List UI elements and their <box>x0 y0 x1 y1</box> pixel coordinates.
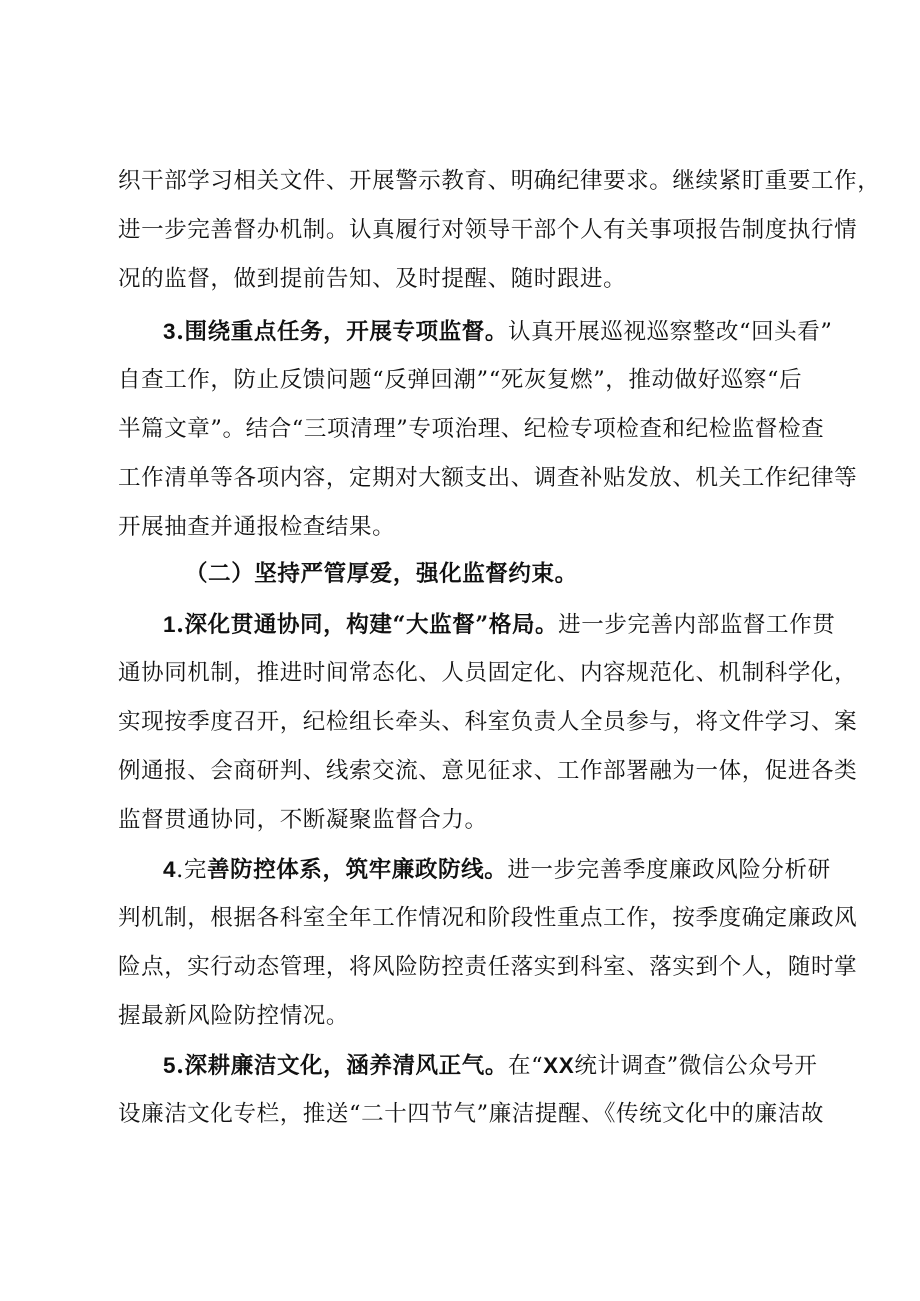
text-line: 握最新风险防控情况。 <box>118 1003 350 1029</box>
text-line: 织干部学习相关文件、开展警示教育、明确纪律要求。继续紧盯重要工作， <box>118 168 881 194</box>
text-line: 监督贯通协同，不断凝聚监督合力。 <box>118 807 488 833</box>
paragraph-item-5 <box>118 1041 824 1139</box>
item-dot: . <box>176 857 184 883</box>
text-line: 况的监督，做到提前告知、及时提醒、随时跟进。 <box>118 266 627 292</box>
item-text: 统计调查”微信公众号开 <box>574 1053 818 1079</box>
item-heading: .围绕重点任务，开展专项监督。 <box>176 319 508 345</box>
item-first-line <box>118 600 836 649</box>
paragraph-item-3 <box>118 307 858 552</box>
item-text-pre: 在“ <box>507 1053 544 1079</box>
item-heading: 善防控体系，筑牢廉政防线。 <box>207 857 508 883</box>
item-number: 4 <box>163 857 177 882</box>
item-text: 进一步完善季度廉政风险分析研 <box>507 857 831 883</box>
text-line: 半篇文章”。结合“三项清理”专项治理、纪检专项检查和纪检监督检查 <box>118 416 825 442</box>
text-line: 例通报、会商研判、线索交流、意见征求、工作部署融为一体，促进各类 <box>118 758 858 784</box>
paragraph-item-4 <box>118 845 858 1041</box>
text-line: 自查工作，防止反馈问题“反弹回潮”“死灰复燃”，推动做好巡察“后 <box>118 367 803 393</box>
text-line: 进一步完善督办机制。认真履行对领导干部个人有关事项报告制度执行情 <box>118 217 858 243</box>
section-heading: （二）坚持严管厚爱，强化监督约束。 <box>185 561 578 587</box>
item-text-bold: XX <box>543 1053 575 1078</box>
text-line: 开展抽查并通报检查结果。 <box>118 514 396 540</box>
item-number: 5 <box>163 1053 177 1078</box>
item-number: 3 <box>163 319 177 344</box>
paragraph-item-1 <box>118 600 858 845</box>
text-line: 判机制，根据各科室全年工作情况和阶段性重点工作，按季度确定廉政风 <box>118 905 858 931</box>
text-line: 设廉洁文化专栏，推送“二十四节气”廉洁提醒、《传统文化中的廉洁故 <box>118 1101 824 1127</box>
item-text: 认真开展巡视巡察整改“回头看” <box>507 319 833 345</box>
item-first-line <box>118 845 831 894</box>
text-line: 实现按季度召开，纪检组长牵头、科室负责人全员参与，将文件学习、案 <box>118 709 858 735</box>
item-heading-start: 完 <box>183 857 207 883</box>
item-heading: .深化贯通协同，构建“大监督”格局。 <box>176 612 559 638</box>
item-first-line <box>118 1041 818 1090</box>
item-first-line <box>118 307 833 356</box>
item-heading: .深耕廉洁文化，涵养清风正气。 <box>176 1053 508 1079</box>
text-line: 通协同机制，推进时间常态化、人员固定化、内容规范化、机制科学化， <box>118 660 858 686</box>
text-line: 工作清单等各项内容，定期对大额支出、调查补贴发放、机关工作纪律等 <box>118 465 858 491</box>
item-text: 进一步完善内部监督工作贯 <box>558 612 836 638</box>
text-line: 险点，实行动态管理，将风险防控责任落实到科室、落实到个人，随时掌 <box>118 954 858 980</box>
paragraph-continued <box>118 157 881 304</box>
item-number: 1 <box>163 612 177 637</box>
